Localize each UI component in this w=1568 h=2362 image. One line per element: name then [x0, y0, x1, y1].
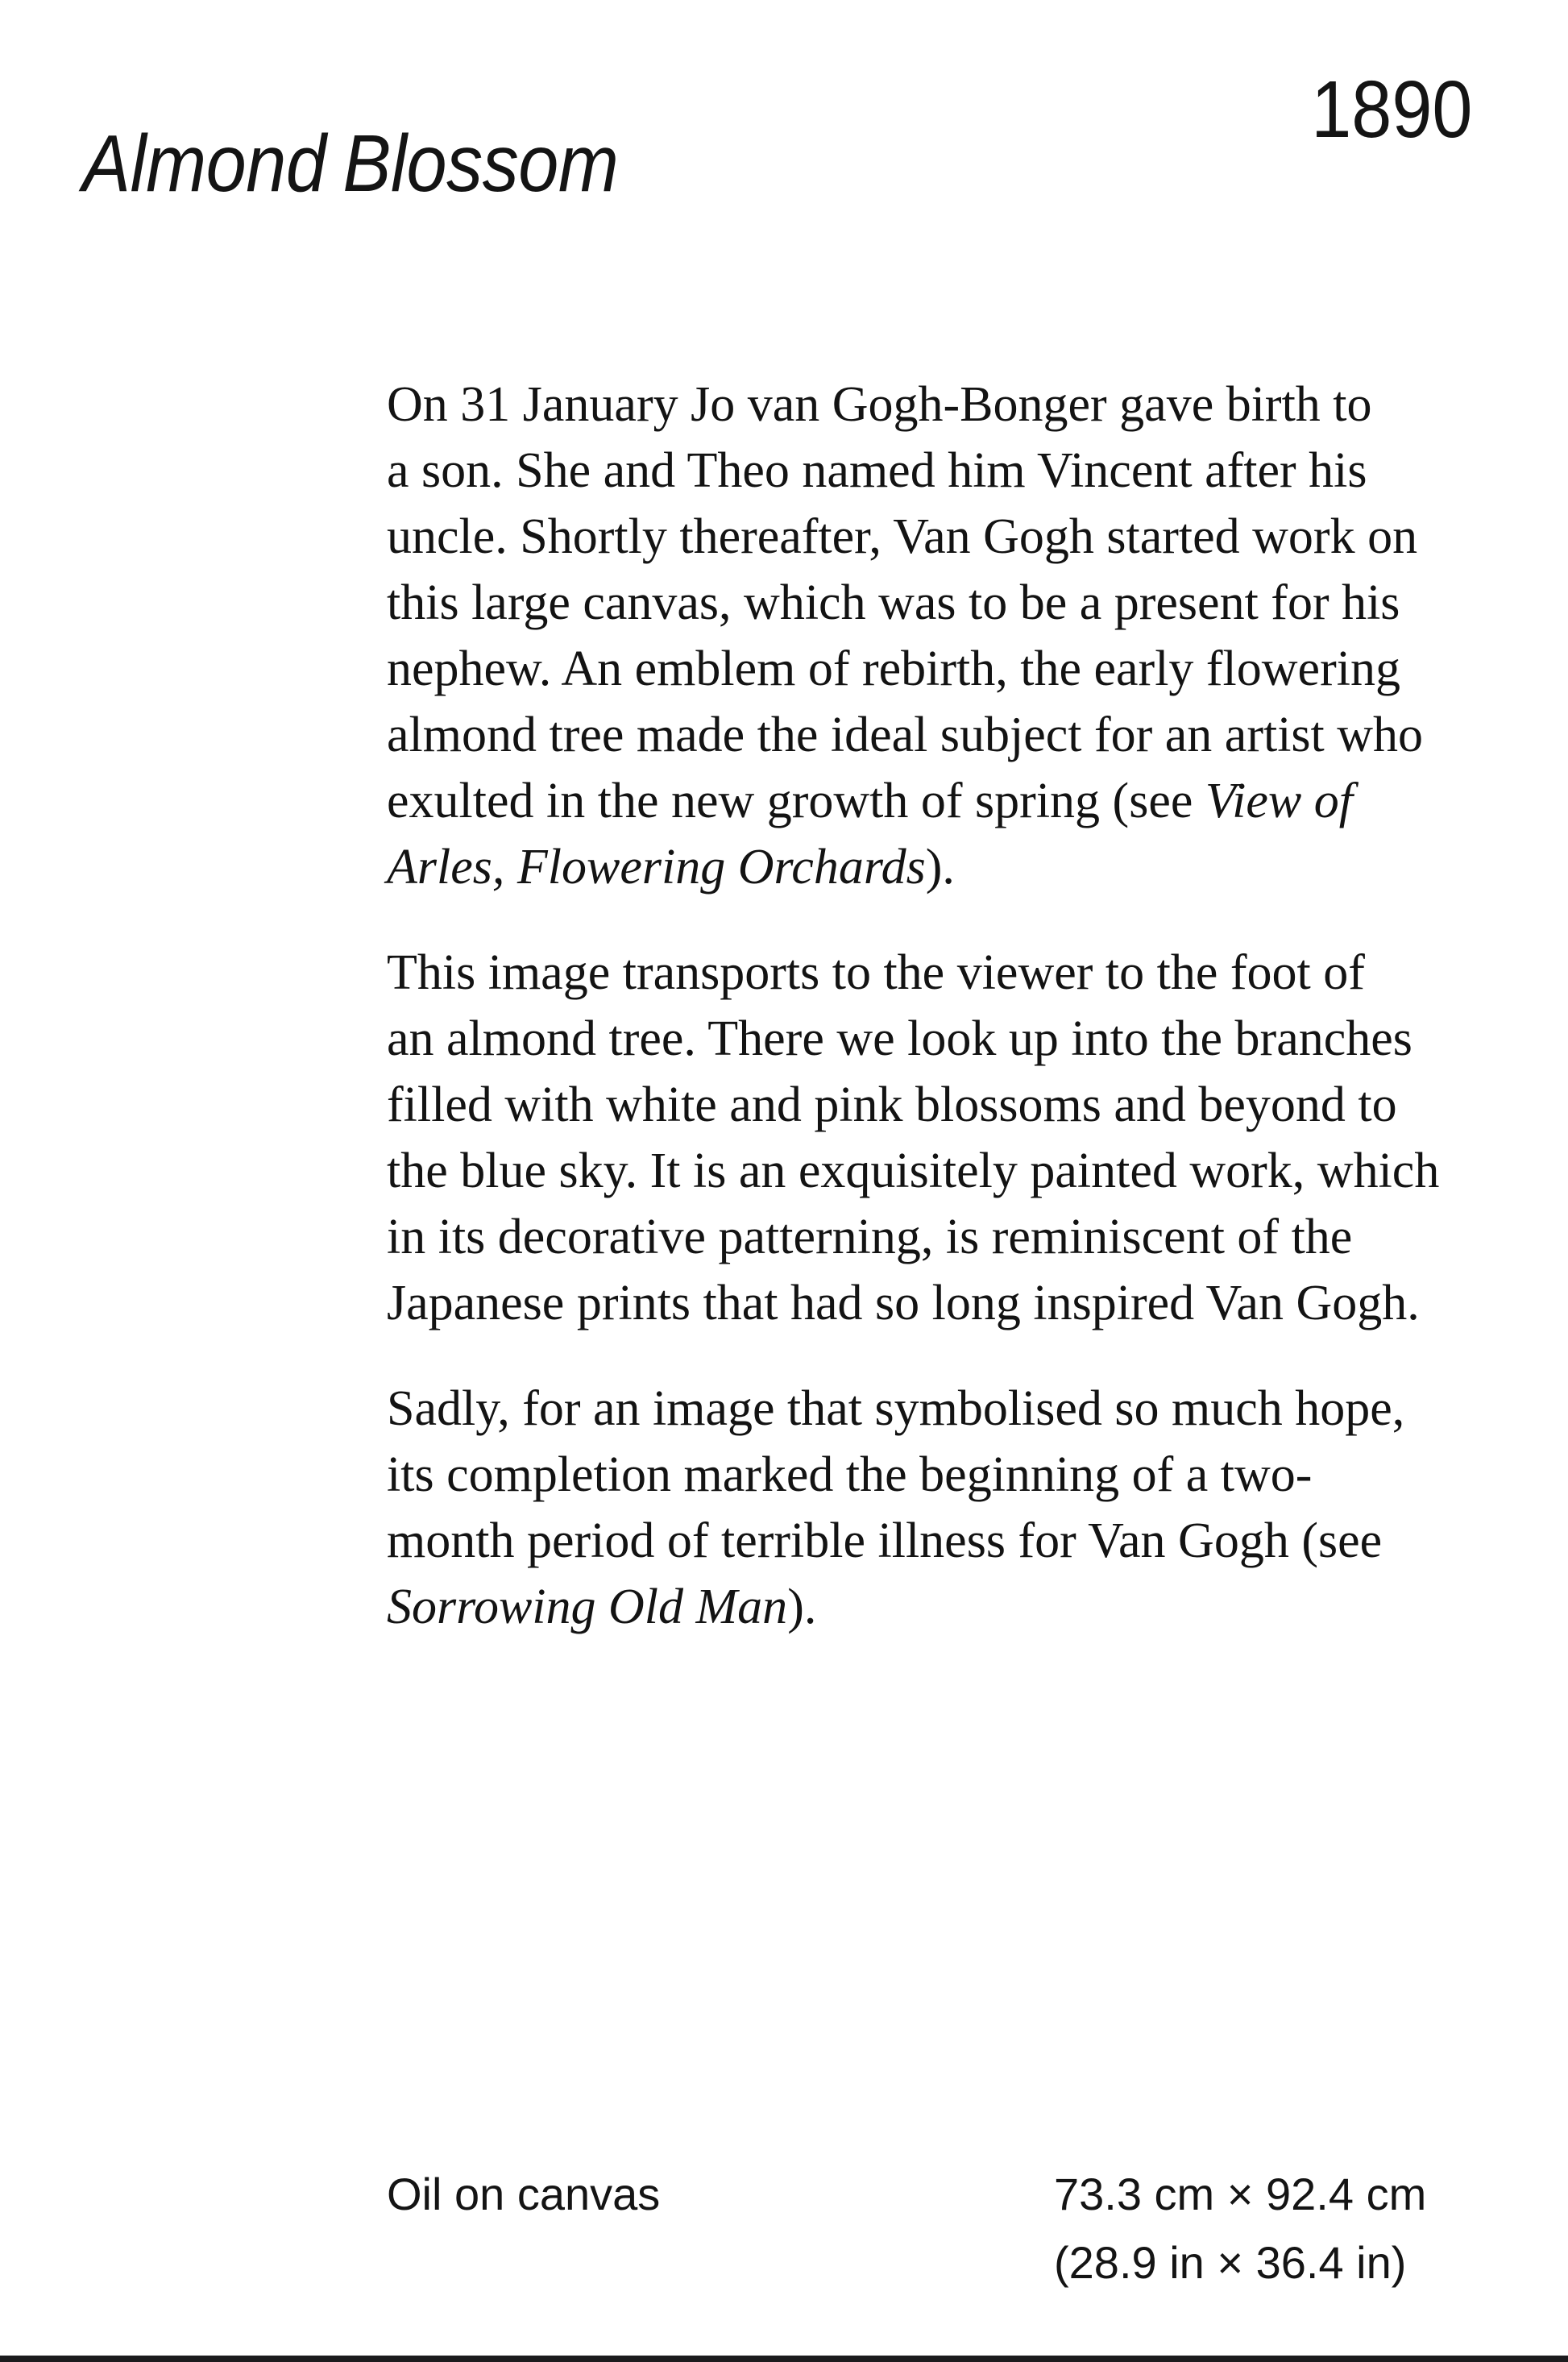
paragraph: [387, 940, 1515, 1336]
artwork-medium: Oil on canvas: [387, 2169, 661, 2219]
paragraph: [387, 1376, 1515, 1640]
body-text: filled with white and pink blossoms and beyond to: [387, 1077, 1397, 1132]
text-line: [387, 768, 1515, 834]
body-text: ).: [787, 1580, 817, 1634]
paragraph: [387, 372, 1515, 900]
text-line: [387, 1006, 1515, 1072]
italic-text: Sorrowing Old Man: [387, 1580, 788, 1634]
page-title: Almond Blossom: [82, 118, 619, 209]
text-line: [387, 834, 1515, 900]
body-text: Sadly, for an image that symbolised so much hope,: [387, 1381, 1405, 1436]
bottom-bar: [0, 2356, 1568, 2362]
body-text: Japanese prints that had so long inspired Van Gogh.: [387, 1276, 1420, 1330]
article-body: [387, 372, 1515, 1640]
text-line: [387, 1442, 1515, 1508]
body-text: This image transports to the viewer to the foot of: [387, 945, 1365, 1000]
text-line: [387, 1574, 1515, 1640]
text-line: [387, 702, 1515, 768]
text-line: [387, 570, 1515, 636]
text-line: [387, 1072, 1515, 1138]
body-text: almond tree made the ideal subject for an artist who: [387, 708, 1424, 762]
italic-text: View of: [1205, 774, 1353, 828]
page-year: 1890: [1310, 64, 1472, 155]
body-text: month period of terrible illness for Van Gogh (see: [387, 1513, 1383, 1568]
body-text: On 31 January Jo van Gogh-Bonger gave birth to: [387, 377, 1372, 432]
body-text: its completion marked the beginning of a two-: [387, 1447, 1313, 1502]
text-line: [387, 438, 1515, 504]
dimensions-in: (28.9 in × 36.4 in): [1054, 2237, 1407, 2288]
body-text: this large canvas, which was to be a present for his: [387, 575, 1400, 630]
text-line: [387, 372, 1515, 438]
body-text: the blue sky. It is an exquisitely painted work, which: [387, 1144, 1440, 1198]
body-text: uncle. Shortly thereafter, Van Gogh started work on: [387, 509, 1418, 564]
artwork-dimensions: [1054, 2160, 1426, 2297]
text-line: [387, 1270, 1515, 1336]
italic-text: Arles, Flowering Orchards: [387, 840, 926, 895]
body-text: in its decorative patterning, is reminiscent of the: [387, 1210, 1353, 1264]
body-text: a son. She and Theo named him Vincent after his: [387, 443, 1367, 498]
text-line: [387, 636, 1515, 702]
text-line: [387, 504, 1515, 570]
text-line: [387, 940, 1515, 1006]
text-line: [387, 1508, 1515, 1574]
body-text: nephew. An emblem of rebirth, the early flowering: [387, 641, 1400, 696]
text-line: [387, 1204, 1515, 1270]
dimensions-cm: 73.3 cm × 92.4 cm: [1054, 2169, 1427, 2219]
text-line: [387, 1376, 1515, 1442]
body-text: ).: [925, 840, 955, 895]
body-text: an almond tree. There we look up into the branches: [387, 1011, 1412, 1066]
text-line: [387, 1138, 1515, 1204]
body-text: exulted in the new growth of spring (see: [387, 774, 1205, 828]
